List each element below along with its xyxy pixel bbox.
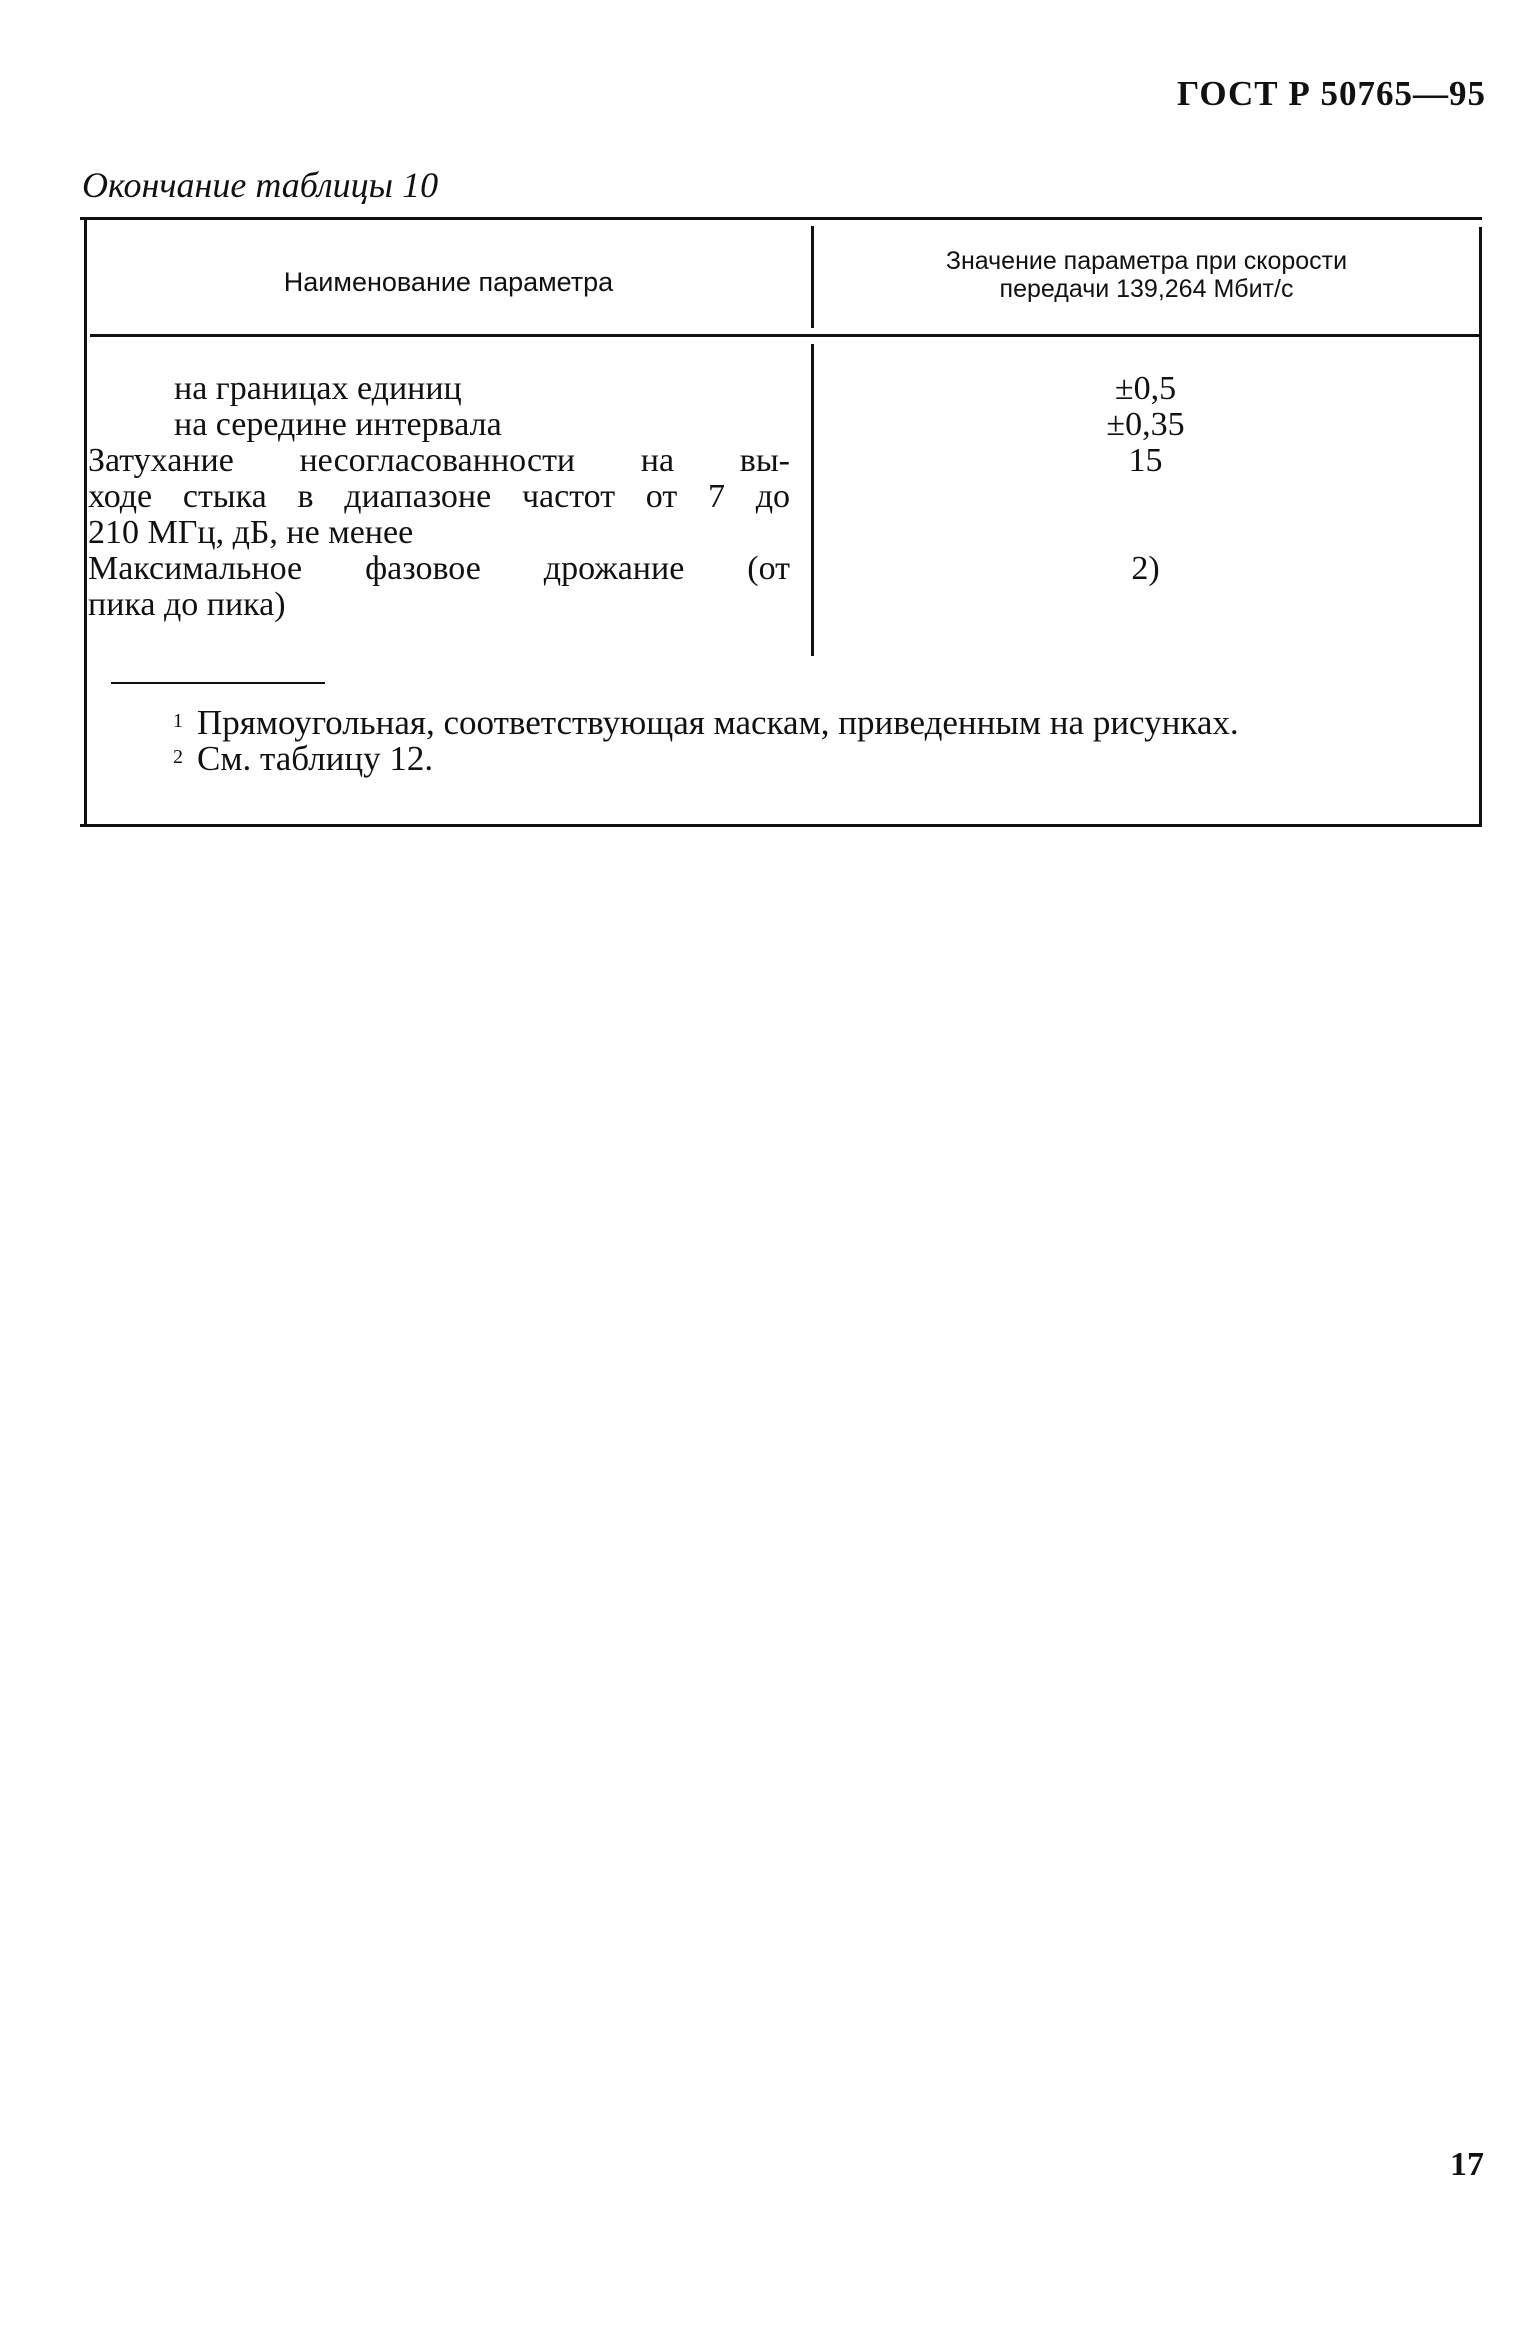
row-value: 15 <box>1128 442 1163 479</box>
row-name <box>88 371 790 407</box>
footnote <box>173 741 1463 777</box>
table-footnotes <box>173 705 1463 777</box>
table-row <box>88 371 1478 407</box>
row-name <box>88 407 790 443</box>
table-header-rule <box>90 334 1482 337</box>
row-value: ±0,5 <box>1114 370 1177 407</box>
row-name-line: на границах единиц <box>174 370 462 407</box>
page-number: 17 <box>1450 2146 1484 2183</box>
footnote-mark: 1 <box>173 710 183 732</box>
row-value: ±0,35 <box>1106 406 1185 443</box>
column-header-value-line2: передачи 139,264 Мбит/с <box>999 275 1294 303</box>
footnote <box>173 705 1463 741</box>
column-header-value <box>814 247 1479 303</box>
footnote-mark: 2 <box>173 746 183 768</box>
column-header-value-line1: Значение параметра при скорости <box>945 247 1348 275</box>
row-name-line: Затухание несогласованности на вы- <box>88 442 790 479</box>
footnote-rule <box>111 682 325 684</box>
row-name-line: пика до пика) <box>88 586 286 623</box>
column-header-name: Наименование параметра <box>283 267 614 297</box>
document-code: ГОСТ Р 50765—95 <box>1176 74 1486 113</box>
row-name-line: 210 МГц, дБ, не менее <box>88 514 414 551</box>
row-value: 2) <box>1131 550 1160 587</box>
footnote-text: См. таблицу 12. <box>197 739 434 778</box>
row-name-line: ходе стыка в диапазоне частот от 7 до <box>88 478 790 515</box>
table-row <box>88 443 1478 551</box>
parameters-table <box>80 217 1482 827</box>
table-left-border <box>84 217 87 827</box>
table-row <box>88 551 1478 623</box>
row-name-line: Максимальное фазовое дрожание (от <box>88 550 790 587</box>
table-bottom-rule <box>80 824 1482 827</box>
row-name-line: на середине интервала <box>174 406 502 443</box>
row-name <box>88 551 790 623</box>
table-body <box>88 371 1478 623</box>
table-caption: Окончание таблицы 10 <box>82 165 439 205</box>
table-row <box>88 407 1478 443</box>
table-top-rule <box>80 217 1482 220</box>
footnote-text: Прямоугольная, соответствующая маскам, приведенным на рисунках. <box>197 703 1239 742</box>
row-name <box>88 443 790 551</box>
table-right-border <box>1479 227 1482 827</box>
